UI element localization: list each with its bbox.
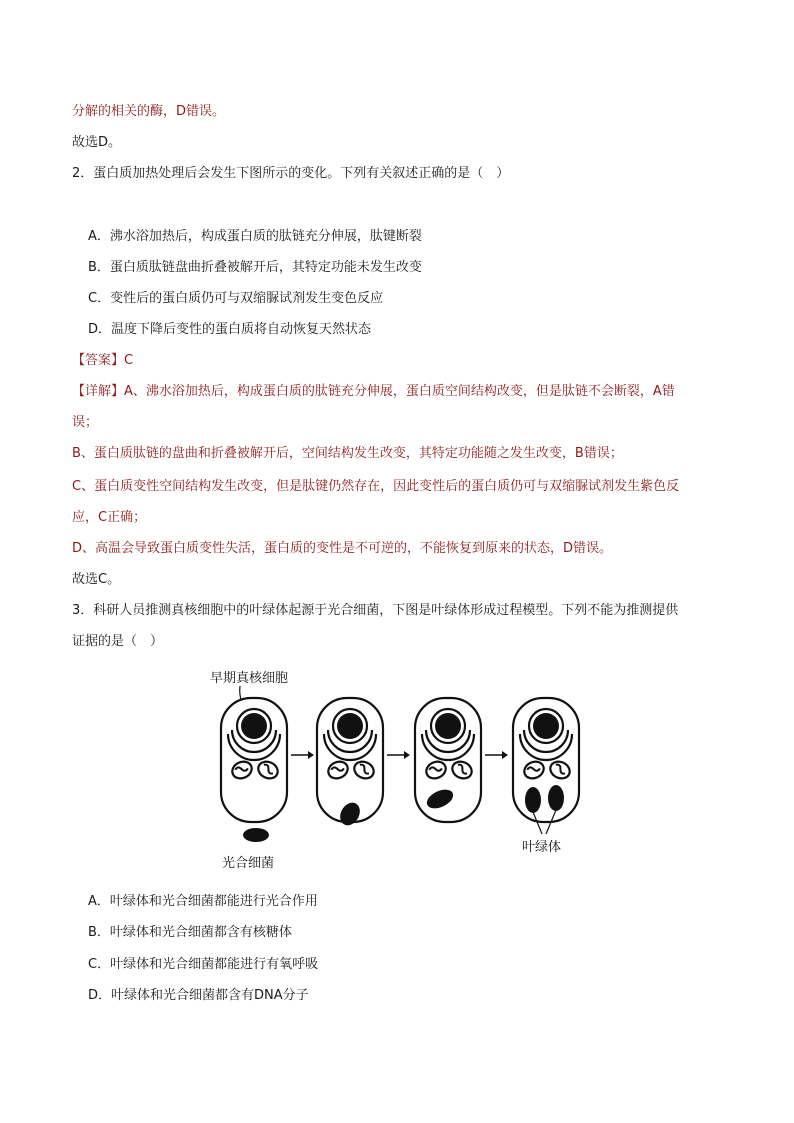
detail-a-text: A、沸水浴加热后，构成蛋白质的肽链充分伸展，蛋白质空间结构改变，但是肽链不会断裂，A错 [124,384,675,399]
q3-option-b: B．叶绿体和光合细菌都含有核糖体 [88,925,292,940]
q2-answer [72,352,133,370]
q2-detail-a-line1 [72,383,675,401]
q2-detail-b: B、蛋白质肽链的盘曲和折叠被解开后，空间结构发生改变，其特定功能随之发生改变，B错误； [72,446,623,461]
arrow-icon [291,751,314,759]
answer-value: C [124,353,134,368]
arrow-icon [485,751,508,759]
label-chloroplast: 叶绿体 [522,840,562,855]
q3-option-d: D．叶绿体和光合细菌都含有DNA分子 [88,988,309,1003]
question-3-stem-line1: 3．科研人员推测真核细胞中的叶绿体起源于光合细菌，下图是叶绿体形成过程模型。下列不能为推测提供 [72,603,679,618]
q2-option-a: A．沸水浴加热后，构成蛋白质的肽链充分伸展，肽键断裂 [88,229,422,244]
q3-option-a: A．叶绿体和光合细菌都能进行光合作用 [88,894,318,909]
cell-stage-1 [221,698,287,822]
prev-explanation-tail: 分解的相关的酶，D错误。 [72,104,226,119]
detail-tag: 【详解】 [72,384,125,399]
label-bacteria: 光合细菌 [222,856,275,871]
arrow-icon [387,751,410,759]
label-early-cell: 早期真核细胞 [210,671,289,686]
question-2-stem: 2．蛋白质加热处理后会发生下图所示的变化。下列有关叙述正确的是（ ） [72,166,510,181]
prev-conclusion: 故选D。 [72,135,122,150]
q2-detail-a-line2: 误； [72,415,99,430]
q2-detail-d: D、高温会导致蛋白质变性失活，蛋白质的变性是不可逆的，不能恢复到原来的状态，D错误。 [72,541,613,556]
cell-stage-2 [317,698,383,829]
q2-detail-c-line2: 应，C正确； [72,510,147,525]
q3-option-c: C．叶绿体和光合细菌都能进行有氧呼吸 [88,957,319,972]
q2-detail-c-line1: C、蛋白质变性空间结构发生改变，但是肽键仍然存在，因此变性后的蛋白质仍可与双缩脲试剂发生紫色反 [72,479,680,494]
cell-stage-4 [513,698,579,822]
q2-conclusion: 故选C。 [72,572,121,587]
q2-option-b: B．蛋白质肽链盘曲折叠被解开后，其特定功能未发生改变 [88,260,422,275]
q2-option-c: C．变性后的蛋白质仍可与双缩脲试剂发生变色反应 [88,291,384,306]
cell-stage-3 [415,698,481,822]
endosymbiosis-figure [200,662,600,882]
free-bacterium [243,828,269,842]
question-3-stem-line2: 证据的是（ ） [72,634,164,649]
answer-tag: 【答案】 [72,353,125,368]
q2-option-d: D．温度下降后变性的蛋白质将自动恢复天然状态 [88,322,372,337]
